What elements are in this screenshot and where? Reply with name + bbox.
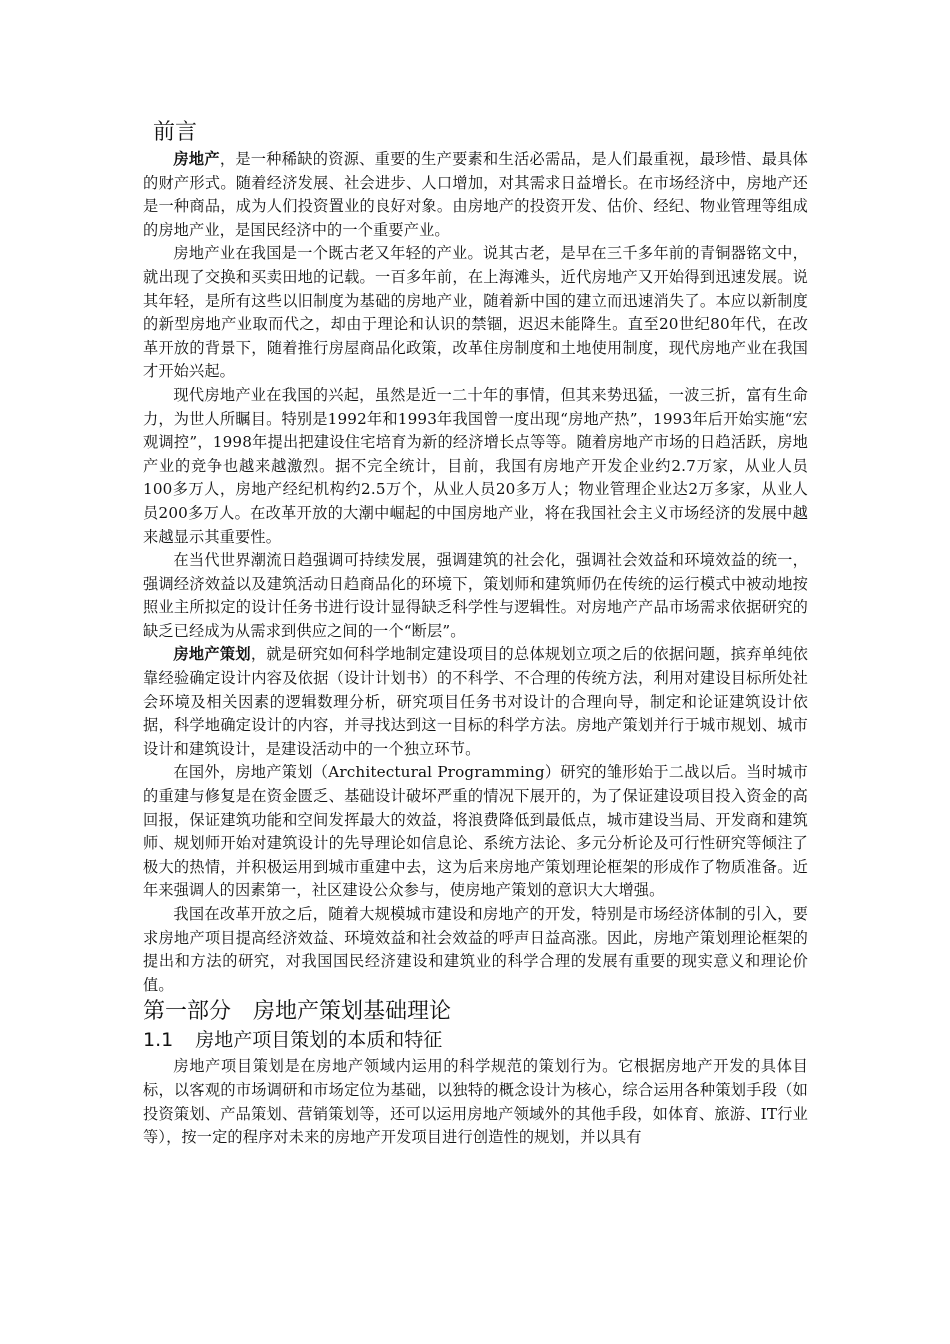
preface-paragraph-6: 在国外，房地产策划（Architectural Programming）研究的雏形始于二战以后。当时城市的重建与修复是在资金匮乏、基础设计破坏严重的情况下展开的，为了保证建设项目投入资金的高回报，保证建筑功能和空间发挥最大的效益，将浪费降低到最低点，城市建设当局、开发商和建筑师、规划师开始对建筑设计的先导理论如信息论、系统方法论、多元分析论及可行性研究等倾注了极大的热情，并积极运用到城市重建中去，这为后来房地产策划理论框架的形成作了物质准备。近年来强调人的因素第一，社区建设公众参与，使房地产策划的意识大大增强。 <box>143 763 808 900</box>
part-heading <box>143 997 808 1027</box>
section-paragraph-1: 房地产项目策划是在房地产领域内运用的科学规范的策划行为。它根据房地产开发的具体目标，以客观的市场调研和市场定位为基础，以独特的概念设计为核心，综合运用各种策划手段（如投资策划、产品策划、营销策划等，还可以运用房地产领域外的其他手段，如体育、旅游、IT行业等），按一定的程序对未来的房地产开发项目进行创造性的规划，并以具有 <box>143 1057 808 1147</box>
preface-paragraph-4: 在当代世界潮流日趋强调可持续发展，强调建筑的社会化，强调社会效益和环境效益的统一，强调经济效益以及建筑活动日趋商品化的环境下，策划师和建筑师仍在传统的运行模式中被动地按照业主所拟定的设计任务书进行设计显得缺乏科学性与逻辑性。对房地产产品市场需求依据研究的缺乏已经成为从需求到供应之间的一个“断层”。 <box>143 551 808 640</box>
preface-paragraph-2: 房地产业在我国是一个既古老又年轻的产业。说其古老，是早在三千多年前的青铜器铭文中，就出现了交换和买卖田地的记载。一百多年前，在上海滩头，近代房地产又开始得到迅速发展。说其年轻，是所有这些以旧制度为基础的房地产业，随着新中国的建立而迅速消失了。本应以新制度的新型房地产业取而代之，却由于理论和认识的禁锢，迟迟未能降生。直至20世纪80年代，在改革开放的背景下，随着推行房屋商品化政策，改革住房制度和土地使用制度，现代房地产业在我国才开始兴起。 <box>143 244 808 381</box>
preface-paragraph-1 <box>143 148 808 242</box>
preface-title: 前言 <box>153 120 198 145</box>
paragraph-lead-term: 房地产策划 <box>173 645 251 664</box>
preface-paragraph-7: 我国在改革开放之后，随着大规模城市建设和房地产的开发，特别是市场经济体制的引入，要求房地产项目提高经济效益、环境效益和社会效益的呼声日益高涨。因此，房地产策划理论框架的提出和方法的研究，对我国国民经济建设和建筑业的科学合理的发展有重要的现实意义和理论价值。 <box>143 905 808 994</box>
section-title: 房地产项目策划的本质和特征 <box>195 1029 443 1052</box>
paragraph-text: ，就是研究如何科学地制定建设项目的总体规划立项之后的依据问题，摈弃单纯依靠经验确定设计内容及依据（设计计划书）的不科学、不合理的传统方法，利用对建设目标所处社会环境及相关因素的逻辑数理分析，研究项目任务书对设计的合理向导，制定和论证建筑设计依据，科学地确定设计的内容，并寻找达到这一目标的科学方法。房地产策划并行于城市规划、城市设计和建筑设计，是建设活动中的一个独立环节。 <box>143 645 809 758</box>
section-heading <box>143 1027 808 1053</box>
preface-paragraph-3: 现代房地产业在我国的兴起，虽然是近一二十年的事情，但其来势迅猛，一波三折，富有生命力，为世人所瞩目。特别是1992年和1993年我国曾一度出现“房地产热”，1993年后开始实施“宏观调控”，1998年提出把建设住宅培育为新的经济增长点等等。随着房地产市场的日趋活跃，房地产业的竞争也越来越激烈。据不完全统计，目前，我国有房地产开发企业约2.7万家，从业人员100多万人，房地产经纪机构约2.5万个，从业人员20多万人；物业管理企业达2万多家，从业人员200多万人。在改革开放的大潮中崛起的中国房地产业，将在我国社会主义市场经济的发展中越来越显示其重要性。 <box>143 385 808 546</box>
paragraph-text: ，是一种稀缺的资源、重要的生产要素和生活必需品，是人们最重视，最珍惜、最具体的财产形式。随着经济发展、社会进步、人口增加，对其需求日益增长。在市场经济中，房地产还是一种商品，成为人们投资置业的良好对象。由房地产的投资开发、估价、经纪、物业管理等组成的房地产业，是国民经济中的一个重要产业。 <box>143 150 809 239</box>
paragraph-lead-term: 房地产 <box>173 150 220 168</box>
preface-paragraph-5 <box>143 643 808 761</box>
part-title: 房地产策划基础理论 <box>253 999 452 1025</box>
document-page <box>143 118 808 1150</box>
section-number: 1.1 <box>143 1029 174 1052</box>
part-number: 第一部分 <box>143 999 232 1025</box>
